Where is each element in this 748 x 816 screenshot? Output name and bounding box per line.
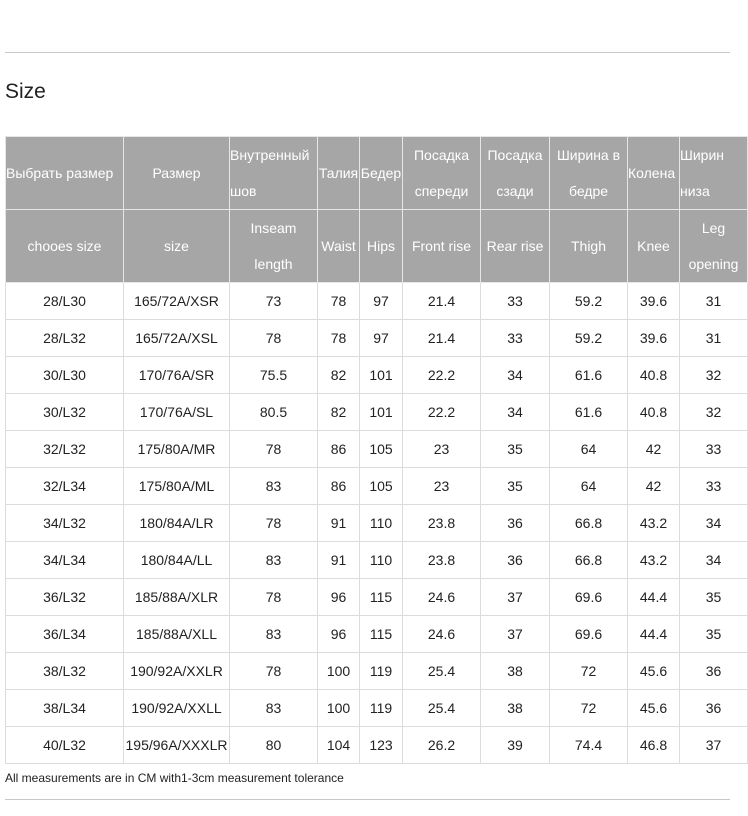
header-cell: Бедер — [360, 137, 403, 210]
header-row-english — [6, 210, 748, 283]
table-row — [6, 579, 748, 616]
table-cell: 36 — [481, 542, 550, 579]
table-cell: 30/L32 — [6, 394, 124, 431]
table-cell: 78 — [318, 320, 360, 357]
table-cell: 37 — [481, 579, 550, 616]
table-cell: 36 — [680, 653, 748, 690]
header-cell: Талия — [318, 137, 360, 210]
table-cell: 69.6 — [550, 579, 628, 616]
table-cell: 22.2 — [403, 357, 481, 394]
table-row — [6, 357, 748, 394]
table-cell: 43.2 — [628, 542, 680, 579]
table-cell: 35 — [680, 616, 748, 653]
header-cell: Waist — [318, 210, 360, 283]
header-cell-line: Ширин — [680, 147, 724, 163]
table-cell: 32 — [680, 394, 748, 431]
table-cell: 38 — [481, 653, 550, 690]
table-cell: 34/L32 — [6, 505, 124, 542]
table-cell: 175/80A/ML — [124, 468, 230, 505]
table-cell: 31 — [680, 283, 748, 320]
table-cell: 165/72A/XSL — [124, 320, 230, 357]
header-cell-line: Ширина в — [556, 147, 621, 163]
table-cell: 91 — [318, 542, 360, 579]
header-cell-line: Внутренный — [230, 147, 310, 163]
size-table-container — [5, 136, 739, 764]
header-cell-line: Посадка — [413, 147, 470, 163]
table-cell: 34 — [680, 505, 748, 542]
size-table — [5, 136, 748, 764]
table-cell: 78 — [230, 653, 318, 690]
table-cell: 34 — [680, 542, 748, 579]
header-cell-line: opening — [688, 256, 739, 272]
header-cell-line: спереди — [414, 183, 469, 199]
header-cell: Front rise — [403, 210, 481, 283]
table-cell: 101 — [360, 357, 403, 394]
table-cell: 83 — [230, 616, 318, 653]
header-cell — [230, 137, 318, 210]
table-cell: 38 — [481, 690, 550, 727]
table-cell: 39.6 — [628, 320, 680, 357]
table-row — [6, 283, 748, 320]
header-cell: Размер — [124, 137, 230, 210]
header-cell — [550, 137, 628, 210]
header-row-russian — [6, 137, 748, 210]
table-cell: 73 — [230, 283, 318, 320]
table-cell: 101 — [360, 394, 403, 431]
table-cell: 37 — [481, 616, 550, 653]
table-cell: 45.6 — [628, 690, 680, 727]
table-cell: 190/92A/XXLL — [124, 690, 230, 727]
header-cell — [403, 137, 481, 210]
table-cell: 105 — [360, 431, 403, 468]
table-cell: 66.8 — [550, 505, 628, 542]
measurement-note: All measurements are in CM with1-3cm measurement tolerance — [5, 771, 344, 785]
header-cell-line: сзади — [496, 183, 534, 199]
table-cell: 96 — [318, 579, 360, 616]
table-cell: 35 — [481, 431, 550, 468]
table-cell: 105 — [360, 468, 403, 505]
table-cell: 170/76A/SR — [124, 357, 230, 394]
table-cell: 23 — [403, 431, 481, 468]
table-cell: 190/92A/XXLR — [124, 653, 230, 690]
table-cell: 100 — [318, 690, 360, 727]
table-body — [6, 283, 748, 764]
table-row — [6, 727, 748, 764]
table-cell: 25.4 — [403, 690, 481, 727]
table-cell: 42 — [628, 468, 680, 505]
table-cell: 30/L30 — [6, 357, 124, 394]
table-cell: 78 — [230, 579, 318, 616]
table-cell: 80.5 — [230, 394, 318, 431]
table-cell: 44.4 — [628, 616, 680, 653]
table-cell: 78 — [230, 320, 318, 357]
header-cell: Thigh — [550, 210, 628, 283]
table-cell: 75.5 — [230, 357, 318, 394]
header-cell: Выбрать размер — [6, 137, 124, 210]
table-cell: 97 — [360, 320, 403, 357]
table-cell: 86 — [318, 468, 360, 505]
table-cell: 185/88A/XLR — [124, 579, 230, 616]
table-cell: 82 — [318, 394, 360, 431]
table-cell: 23 — [403, 468, 481, 505]
header-cell — [680, 137, 748, 210]
header-cell — [230, 210, 318, 283]
table-cell: 64 — [550, 431, 628, 468]
table-cell: 180/84A/LL — [124, 542, 230, 579]
table-cell: 115 — [360, 616, 403, 653]
table-cell: 86 — [318, 431, 360, 468]
table-cell: 115 — [360, 579, 403, 616]
table-cell: 37 — [680, 727, 748, 764]
header-cell-line: Посадка — [487, 147, 543, 163]
table-cell: 180/84A/LR — [124, 505, 230, 542]
table-row — [6, 505, 748, 542]
table-cell: 34 — [481, 357, 550, 394]
table-cell: 22.2 — [403, 394, 481, 431]
table-cell: 69.6 — [550, 616, 628, 653]
table-cell: 33 — [680, 431, 748, 468]
table-cell: 32/L32 — [6, 431, 124, 468]
table-cell: 119 — [360, 653, 403, 690]
table-cell: 31 — [680, 320, 748, 357]
header-cell: size — [124, 210, 230, 283]
table-cell: 40/L32 — [6, 727, 124, 764]
table-cell: 165/72A/XSR — [124, 283, 230, 320]
header-cell — [680, 210, 748, 283]
table-cell: 96 — [318, 616, 360, 653]
table-cell: 36 — [680, 690, 748, 727]
table-cell: 195/96A/XXXLR — [124, 727, 230, 764]
header-cell-line: Inseam — [250, 220, 297, 236]
table-cell: 21.4 — [403, 320, 481, 357]
table-cell: 66.8 — [550, 542, 628, 579]
table-cell: 100 — [318, 653, 360, 690]
table-cell: 38/L34 — [6, 690, 124, 727]
top-divider — [5, 52, 730, 53]
header-cell: Rear rise — [481, 210, 550, 283]
table-cell: 83 — [230, 690, 318, 727]
table-cell: 33 — [481, 320, 550, 357]
table-cell: 34 — [481, 394, 550, 431]
table-cell: 40.8 — [628, 394, 680, 431]
table-cell: 59.2 — [550, 320, 628, 357]
table-row — [6, 690, 748, 727]
table-cell: 39.6 — [628, 283, 680, 320]
header-cell-line: бедре — [568, 183, 609, 199]
table-row — [6, 394, 748, 431]
table-cell: 78 — [230, 505, 318, 542]
table-cell: 26.2 — [403, 727, 481, 764]
table-row — [6, 431, 748, 468]
header-cell-line: length — [254, 256, 293, 272]
header-cell: Hips — [360, 210, 403, 283]
table-cell: 82 — [318, 357, 360, 394]
table-cell: 44.4 — [628, 579, 680, 616]
header-cell: chooes size — [6, 210, 124, 283]
header-cell — [481, 137, 550, 210]
table-cell: 119 — [360, 690, 403, 727]
table-cell: 175/80A/MR — [124, 431, 230, 468]
table-row — [6, 320, 748, 357]
table-cell: 28/L30 — [6, 283, 124, 320]
table-cell: 83 — [230, 468, 318, 505]
table-cell: 39 — [481, 727, 550, 764]
table-cell: 25.4 — [403, 653, 481, 690]
table-row — [6, 616, 748, 653]
table-cell: 21.4 — [403, 283, 481, 320]
header-cell-line: Leg — [701, 220, 726, 236]
table-cell: 33 — [481, 283, 550, 320]
table-cell: 33 — [680, 468, 748, 505]
table-cell: 80 — [230, 727, 318, 764]
table-cell: 97 — [360, 283, 403, 320]
table-cell: 24.6 — [403, 579, 481, 616]
table-cell: 36/L32 — [6, 579, 124, 616]
table-cell: 83 — [230, 542, 318, 579]
table-cell: 64 — [550, 468, 628, 505]
table-cell: 59.2 — [550, 283, 628, 320]
table-cell: 35 — [680, 579, 748, 616]
table-cell: 110 — [360, 542, 403, 579]
table-cell: 78 — [230, 431, 318, 468]
table-cell: 43.2 — [628, 505, 680, 542]
table-cell: 46.8 — [628, 727, 680, 764]
table-cell: 45.6 — [628, 653, 680, 690]
section-title: Size — [5, 80, 46, 103]
table-cell: 36/L34 — [6, 616, 124, 653]
table-cell: 61.6 — [550, 357, 628, 394]
table-row — [6, 468, 748, 505]
table-cell: 42 — [628, 431, 680, 468]
table-cell: 35 — [481, 468, 550, 505]
table-cell: 34/L34 — [6, 542, 124, 579]
table-cell: 28/L32 — [6, 320, 124, 357]
header-cell: Knee — [628, 210, 680, 283]
table-cell: 91 — [318, 505, 360, 542]
table-cell: 123 — [360, 727, 403, 764]
table-row — [6, 542, 748, 579]
bottom-divider — [5, 799, 730, 800]
header-cell-line: шов — [230, 183, 257, 199]
table-cell: 104 — [318, 727, 360, 764]
table-cell: 61.6 — [550, 394, 628, 431]
table-cell: 185/88A/XLL — [124, 616, 230, 653]
table-cell: 32 — [680, 357, 748, 394]
table-cell: 32/L34 — [6, 468, 124, 505]
table-cell: 72 — [550, 690, 628, 727]
table-cell: 24.6 — [403, 616, 481, 653]
table-cell: 74.4 — [550, 727, 628, 764]
table-cell: 23.8 — [403, 542, 481, 579]
header-cell: Колена — [628, 137, 680, 210]
table-cell: 36 — [481, 505, 550, 542]
table-row — [6, 653, 748, 690]
table-cell: 72 — [550, 653, 628, 690]
table-cell: 170/76A/SL — [124, 394, 230, 431]
table-cell: 23.8 — [403, 505, 481, 542]
table-cell: 38/L32 — [6, 653, 124, 690]
table-cell: 110 — [360, 505, 403, 542]
table-cell: 78 — [318, 283, 360, 320]
table-cell: 40.8 — [628, 357, 680, 394]
header-cell-line: низа — [680, 183, 710, 199]
